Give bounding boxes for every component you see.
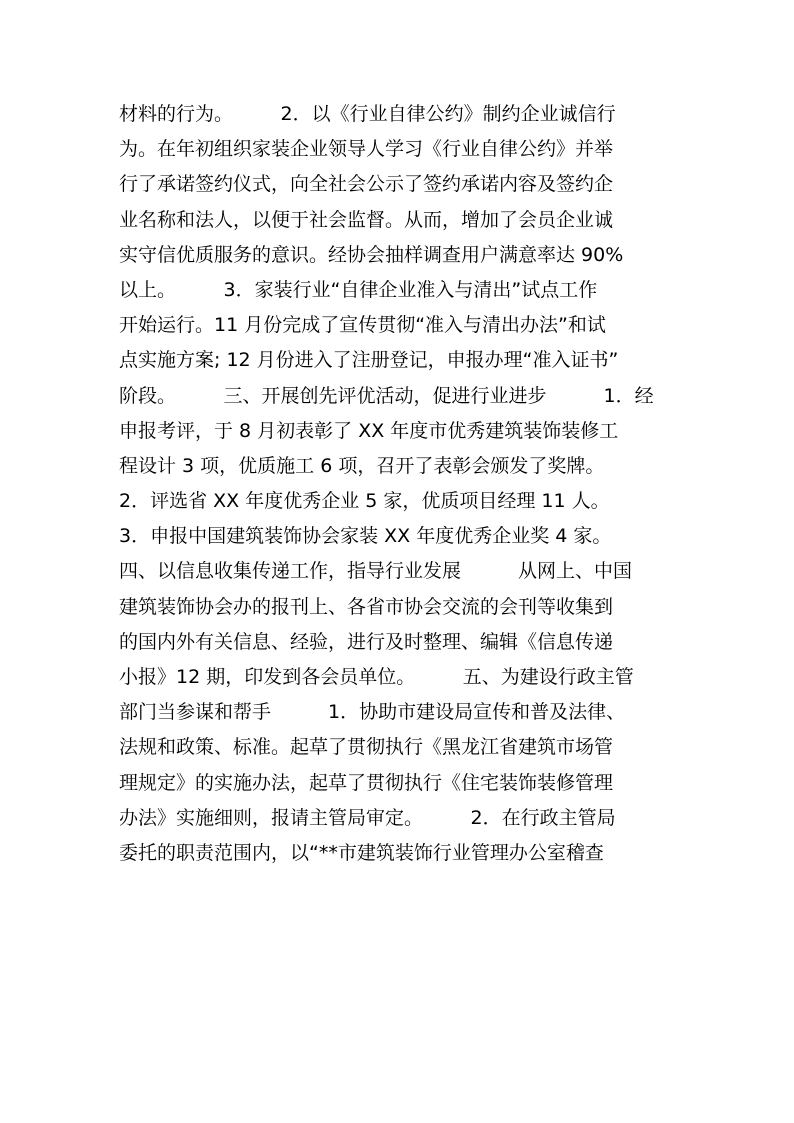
text-line: 阶段。 三、开展创先评优活动，促进行业进步 1．经: [119, 384, 654, 407]
text-line: 部门当参谋和帮手 1．协助市建设局宣传和普及法律、: [119, 701, 626, 724]
text-line: 四、以信息收集传递工作，指导行业发展 从网上、中国: [119, 560, 633, 583]
text-line: 小报》12 期，印发到各会员单位。 五、为建设行政主管: [119, 666, 634, 688]
text-line: 实守信优质服务的意识。经协会抽样调查用户满意率达 90%: [119, 243, 624, 266]
text-line: 委托的职责范围内，以“**市建筑装饰行业管理办公室稽查: [119, 841, 604, 864]
text-line: 开始运行。11 月份完成了宣传贯彻“准入与清出办法”和试: [119, 314, 606, 337]
body-text: [119, 97, 679, 871]
text-line: 申报考评，于 8 月初表彰了 XX 年度市优秀建筑装饰装修工: [119, 419, 619, 442]
text-line: 的国内外有关信息、经验，进行及时整理、编辑《信息传递: [119, 630, 614, 653]
text-line: 材料的行为。 2．以《行业自律公约》制约企业诚信行: [119, 103, 616, 125]
text-line: 为。在年初组织家装企业领导人学习《行业自律公约》并举: [119, 138, 614, 161]
text-line: 建筑装饰协会办的报刊上、各省市协会交流的会刊等收集到: [119, 595, 614, 618]
text-line: 理规定》的实施办法，起草了贯彻执行《住宅装饰装修管理: [119, 771, 614, 794]
text-line: 业名称和法人，以便于社会监督。从而，增加了会员企业诚: [119, 208, 614, 231]
text-line: 3．申报中国建筑装饰协会家装 XX 年度优秀企业奖 4 家。: [119, 525, 612, 548]
text-line: 办法》实施细则，报请主管局审定。 2．在行政主管局: [119, 806, 616, 829]
text-line: 法规和政策、标准。起草了贯彻执行《黑龙江省建筑市场管: [119, 736, 614, 759]
text-line: 以上。 3．家装行业“自律企业准入与清出”试点工作: [119, 278, 598, 301]
text-line: 程设计 3 项，优质施工 6 项，召开了表彰会颁发了奖牌。: [119, 454, 605, 477]
text-line: 点实施方案; 12 月份进入了注册登记，申报办理“准入证书”: [119, 349, 619, 372]
text-line: 行了承诺签约仪式，向全社会公示了签约承诺内容及签约企: [119, 173, 614, 196]
text-line: 2．评选省 XX 年度优秀企业 5 家，优质项目经理 11 人。: [119, 490, 610, 513]
